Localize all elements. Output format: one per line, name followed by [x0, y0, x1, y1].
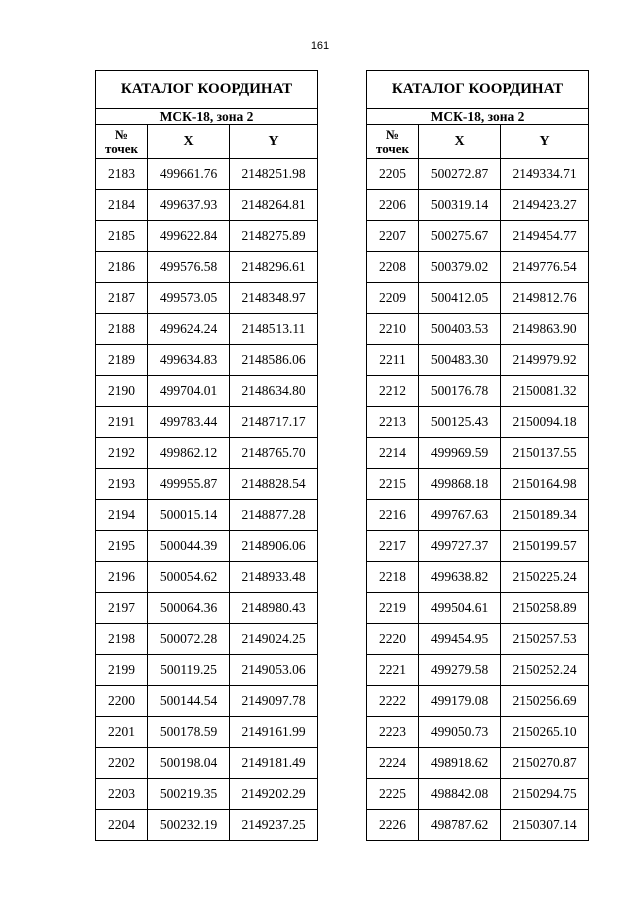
table-row [367, 717, 589, 748]
point-number-cell: 2207 [367, 221, 419, 252]
table-row [96, 686, 318, 717]
point-number-cell: 2187 [96, 283, 148, 314]
table-row [367, 159, 589, 190]
point-number-symbol: № [385, 126, 400, 142]
point-number-cell: 2213 [367, 407, 419, 438]
y-coordinate-cell: 2149812.76 [501, 283, 589, 314]
point-number-cell: 2205 [367, 159, 419, 190]
table-row [96, 531, 318, 562]
y-column-header: Y [501, 125, 589, 159]
y-coordinate-cell: 2148513.11 [230, 314, 318, 345]
point-number-cell: 2214 [367, 438, 419, 469]
point-number-cell: 2204 [96, 810, 148, 841]
point-number-cell: 2183 [96, 159, 148, 190]
table-row [367, 531, 589, 562]
point-number-cell: 2192 [96, 438, 148, 469]
table-row [96, 190, 318, 221]
table-row [96, 159, 318, 190]
coordinate-system-subtitle: МСК-18, зона 2 [96, 109, 318, 125]
x-coordinate-cell: 500064.36 [148, 593, 230, 624]
x-coordinate-cell: 499767.63 [419, 500, 501, 531]
point-number-cell: 2202 [96, 748, 148, 779]
y-coordinate-cell: 2148634.80 [230, 376, 318, 407]
x-coordinate-cell: 499727.37 [419, 531, 501, 562]
y-coordinate-cell: 2150252.24 [501, 655, 589, 686]
y-coordinate-cell: 2148275.89 [230, 221, 318, 252]
x-coordinate-cell: 500178.59 [148, 717, 230, 748]
y-coordinate-cell: 2150265.10 [501, 717, 589, 748]
y-coordinate-cell: 2150307.14 [501, 810, 589, 841]
table-row [96, 500, 318, 531]
y-coordinate-cell: 2149776.54 [501, 252, 589, 283]
table-row [367, 252, 589, 283]
table-row [96, 717, 318, 748]
y-coordinate-cell: 2150294.75 [501, 779, 589, 810]
table-body [96, 159, 318, 841]
table-row [367, 593, 589, 624]
x-coordinate-cell: 499622.84 [148, 221, 230, 252]
table-body [367, 159, 589, 841]
point-number-cell: 2190 [96, 376, 148, 407]
x-coordinate-cell: 500176.78 [419, 376, 501, 407]
table-row [367, 779, 589, 810]
x-coordinate-cell: 500232.19 [148, 810, 230, 841]
y-coordinate-cell: 2149237.25 [230, 810, 318, 841]
point-number-cell: 2195 [96, 531, 148, 562]
table-row [96, 407, 318, 438]
y-coordinate-cell: 2148348.97 [230, 283, 318, 314]
x-coordinate-cell: 499504.61 [419, 593, 501, 624]
x-coordinate-cell: 500072.28 [148, 624, 230, 655]
x-coordinate-cell: 499634.83 [148, 345, 230, 376]
y-coordinate-cell: 2149024.25 [230, 624, 318, 655]
x-column-header: X [148, 125, 230, 159]
x-coordinate-cell: 499783.44 [148, 407, 230, 438]
point-number-cell: 2193 [96, 469, 148, 500]
y-coordinate-cell: 2148296.61 [230, 252, 318, 283]
y-coordinate-cell: 2148906.06 [230, 531, 318, 562]
y-coordinate-cell: 2149202.29 [230, 779, 318, 810]
point-number-cell: 2216 [367, 500, 419, 531]
x-coordinate-cell: 498842.08 [419, 779, 501, 810]
point-number-label: точек [376, 140, 409, 156]
y-coordinate-cell: 2150081.32 [501, 376, 589, 407]
table-row [367, 221, 589, 252]
y-coordinate-cell: 2148264.81 [230, 190, 318, 221]
point-number-symbol: № [114, 126, 129, 142]
y-column-header: Y [230, 125, 318, 159]
point-number-cell: 2196 [96, 562, 148, 593]
point-number-cell: 2186 [96, 252, 148, 283]
y-coordinate-cell: 2150137.55 [501, 438, 589, 469]
x-coordinate-cell: 500319.14 [419, 190, 501, 221]
y-coordinate-cell: 2150258.89 [501, 593, 589, 624]
y-coordinate-cell: 2149423.27 [501, 190, 589, 221]
point-number-label: точек [105, 140, 138, 156]
y-coordinate-cell: 2148717.17 [230, 407, 318, 438]
table-row [367, 314, 589, 345]
catalog-title: КАТАЛОГ КООРДИНАТ [367, 71, 589, 109]
table-row [96, 655, 318, 686]
table-row [367, 376, 589, 407]
point-number-cell: 2199 [96, 655, 148, 686]
point-number-cell: 2220 [367, 624, 419, 655]
x-coordinate-cell: 498787.62 [419, 810, 501, 841]
catalog-title: КАТАЛОГ КООРДИНАТ [96, 71, 318, 109]
y-coordinate-cell: 2150225.24 [501, 562, 589, 593]
point-number-cell: 2221 [367, 655, 419, 686]
table-row [367, 624, 589, 655]
y-coordinate-cell: 2148765.70 [230, 438, 318, 469]
y-coordinate-cell: 2149863.90 [501, 314, 589, 345]
point-number-cell: 2201 [96, 717, 148, 748]
x-coordinate-cell: 500054.62 [148, 562, 230, 593]
table-row [96, 221, 318, 252]
y-coordinate-cell: 2148933.48 [230, 562, 318, 593]
point-number-cell: 2225 [367, 779, 419, 810]
y-coordinate-cell: 2150164.98 [501, 469, 589, 500]
point-number-cell: 2191 [96, 407, 148, 438]
x-coordinate-cell: 500272.87 [419, 159, 501, 190]
x-coordinate-cell: 499576.58 [148, 252, 230, 283]
table-row [367, 810, 589, 841]
x-coordinate-cell: 499862.12 [148, 438, 230, 469]
table-row [367, 469, 589, 500]
x-coordinate-cell: 500483.30 [419, 345, 501, 376]
table-row [367, 562, 589, 593]
x-coordinate-cell: 500144.54 [148, 686, 230, 717]
point-number-cell: 2210 [367, 314, 419, 345]
table-row [367, 283, 589, 314]
point-number-cell: 2217 [367, 531, 419, 562]
point-number-cell: 2194 [96, 500, 148, 531]
table-row [367, 748, 589, 779]
table-row [96, 810, 318, 841]
coordinate-catalog-table-left [95, 70, 318, 841]
y-coordinate-cell: 2149053.06 [230, 655, 318, 686]
point-number-cell: 2215 [367, 469, 419, 500]
y-coordinate-cell: 2149097.78 [230, 686, 318, 717]
table-row [96, 779, 318, 810]
table-row [96, 624, 318, 655]
coordinate-catalog-table-right [366, 70, 589, 841]
x-coordinate-cell: 499454.95 [419, 624, 501, 655]
x-coordinate-cell: 500412.05 [419, 283, 501, 314]
x-coordinate-cell: 500219.35 [148, 779, 230, 810]
y-coordinate-cell: 2149181.49 [230, 748, 318, 779]
x-coordinate-cell: 499638.82 [419, 562, 501, 593]
y-coordinate-cell: 2148586.06 [230, 345, 318, 376]
x-coordinate-cell: 499704.01 [148, 376, 230, 407]
x-coordinate-cell: 499179.08 [419, 686, 501, 717]
x-coordinate-cell: 499573.05 [148, 283, 230, 314]
x-coordinate-cell: 500275.67 [419, 221, 501, 252]
x-coordinate-cell: 500015.14 [148, 500, 230, 531]
point-number-cell: 2219 [367, 593, 419, 624]
point-number-cell: 2185 [96, 221, 148, 252]
point-number-cell: 2222 [367, 686, 419, 717]
x-coordinate-cell: 499624.24 [148, 314, 230, 345]
point-number-cell: 2224 [367, 748, 419, 779]
table-row [367, 686, 589, 717]
point-number-cell: 2226 [367, 810, 419, 841]
x-coordinate-cell: 500125.43 [419, 407, 501, 438]
x-coordinate-cell: 500198.04 [148, 748, 230, 779]
y-coordinate-cell: 2149979.92 [501, 345, 589, 376]
table-row [96, 345, 318, 376]
point-number-cell: 2198 [96, 624, 148, 655]
y-coordinate-cell: 2149454.77 [501, 221, 589, 252]
table-row [367, 655, 589, 686]
y-coordinate-cell: 2148980.43 [230, 593, 318, 624]
y-coordinate-cell: 2149161.99 [230, 717, 318, 748]
y-coordinate-cell: 2148877.28 [230, 500, 318, 531]
table-row [96, 252, 318, 283]
point-number-cell: 2223 [367, 717, 419, 748]
table-row [367, 438, 589, 469]
point-number-cell: 2189 [96, 345, 148, 376]
point-number-cell: 2211 [367, 345, 419, 376]
y-coordinate-cell: 2149334.71 [501, 159, 589, 190]
x-coordinate-cell: 500379.02 [419, 252, 501, 283]
table-row [96, 283, 318, 314]
point-number-cell: 2209 [367, 283, 419, 314]
y-coordinate-cell: 2150256.69 [501, 686, 589, 717]
point-number-cell: 2200 [96, 686, 148, 717]
table-row [96, 376, 318, 407]
point-number-cell: 2184 [96, 190, 148, 221]
table-row [96, 593, 318, 624]
y-coordinate-cell: 2150189.34 [501, 500, 589, 531]
table-row [367, 190, 589, 221]
point-number-cell: 2218 [367, 562, 419, 593]
point-number-cell: 2203 [96, 779, 148, 810]
table-row [367, 500, 589, 531]
y-coordinate-cell: 2148251.98 [230, 159, 318, 190]
y-coordinate-cell: 2150094.18 [501, 407, 589, 438]
point-number-cell: 2208 [367, 252, 419, 283]
table-row [96, 748, 318, 779]
point-number-cell: 2212 [367, 376, 419, 407]
point-number-cell: 2206 [367, 190, 419, 221]
x-coordinate-cell: 499969.59 [419, 438, 501, 469]
table-row [96, 469, 318, 500]
point-number-cell: 2188 [96, 314, 148, 345]
y-coordinate-cell: 2150199.57 [501, 531, 589, 562]
point-number-header [96, 125, 148, 159]
y-coordinate-cell: 2150257.53 [501, 624, 589, 655]
x-coordinate-cell: 499637.93 [148, 190, 230, 221]
x-coordinate-cell: 499661.76 [148, 159, 230, 190]
x-column-header: X [419, 125, 501, 159]
coordinate-system-subtitle: МСК-18, зона 2 [367, 109, 589, 125]
y-coordinate-cell: 2148828.54 [230, 469, 318, 500]
x-coordinate-cell: 499279.58 [419, 655, 501, 686]
y-coordinate-cell: 2150270.87 [501, 748, 589, 779]
table-row [96, 562, 318, 593]
x-coordinate-cell: 500044.39 [148, 531, 230, 562]
table-row [96, 314, 318, 345]
table-row [367, 407, 589, 438]
page-number: 161 [310, 40, 330, 52]
point-number-cell: 2197 [96, 593, 148, 624]
x-coordinate-cell: 500403.53 [419, 314, 501, 345]
x-coordinate-cell: 498918.62 [419, 748, 501, 779]
table-row [367, 345, 589, 376]
x-coordinate-cell: 499050.73 [419, 717, 501, 748]
x-coordinate-cell: 500119.25 [148, 655, 230, 686]
table-row [96, 438, 318, 469]
x-coordinate-cell: 499868.18 [419, 469, 501, 500]
point-number-header [367, 125, 419, 159]
x-coordinate-cell: 499955.87 [148, 469, 230, 500]
